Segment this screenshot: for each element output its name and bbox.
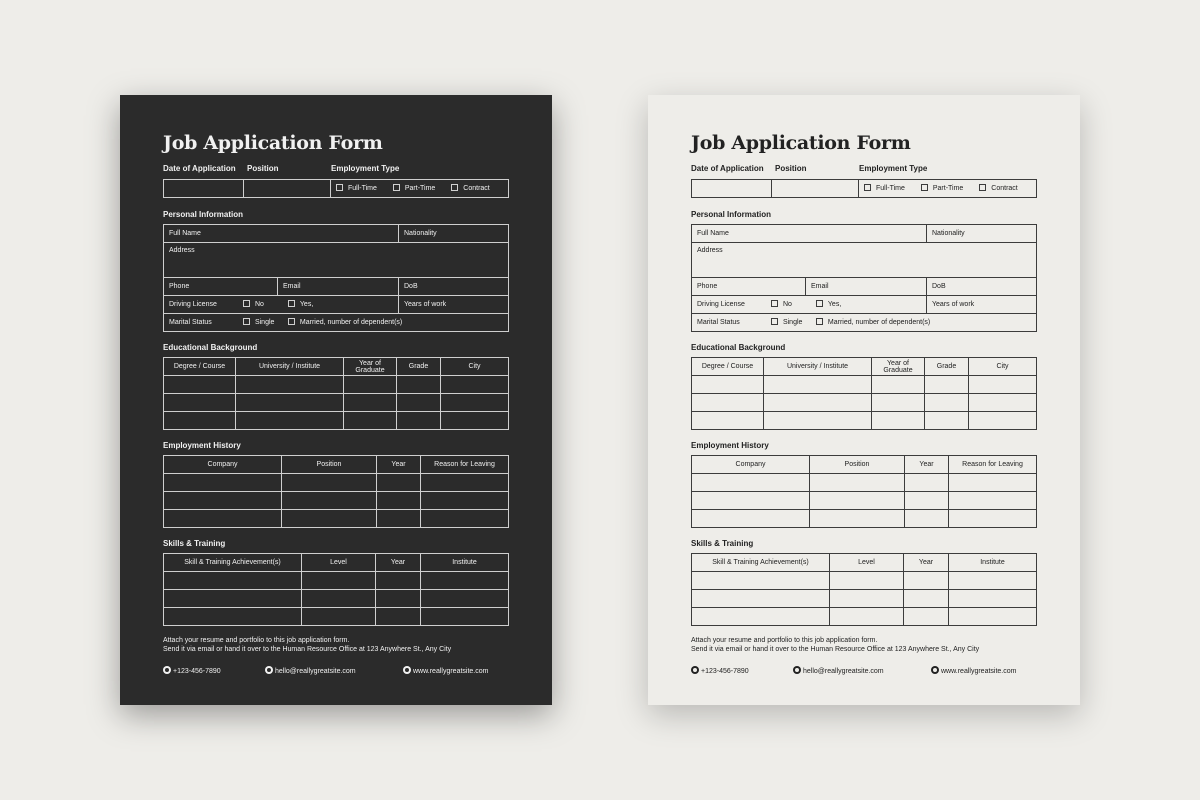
full-name-field[interactable]: Full Name — [692, 225, 927, 243]
table-cell[interactable] — [692, 376, 764, 394]
table-cell[interactable] — [925, 394, 969, 412]
table-cell[interactable] — [904, 590, 949, 608]
table-cell[interactable] — [764, 394, 872, 412]
contact-phone[interactable]: +123-456-7890 — [163, 666, 221, 675]
table-cell[interactable] — [949, 474, 1037, 492]
table-cell[interactable] — [925, 376, 969, 394]
header-fields — [691, 179, 1037, 198]
table-cell[interactable] — [925, 412, 969, 430]
email-icon — [265, 666, 273, 674]
phone-icon — [691, 666, 699, 674]
table-cell[interactable] — [872, 376, 925, 394]
table-cell[interactable] — [872, 394, 925, 412]
option-license-no[interactable]: No — [243, 300, 286, 309]
date-of-application-field[interactable] — [164, 180, 244, 198]
column-skill: Skill & Training Achievement(s) — [164, 554, 302, 572]
table-row — [164, 608, 509, 626]
table-cell[interactable] — [164, 572, 302, 590]
column-city: City — [441, 358, 509, 376]
table-cell[interactable] — [949, 572, 1037, 590]
globe-icon — [931, 666, 939, 674]
table-cell[interactable] — [376, 572, 421, 590]
contact-email[interactable]: hello@reallygreatsite.com — [265, 666, 356, 675]
address-field[interactable]: Address — [164, 243, 509, 278]
table-row — [164, 376, 509, 394]
table-cell[interactable] — [164, 394, 236, 412]
contact-website[interactable]: www.reallygreatsite.com — [403, 666, 488, 675]
table-cell[interactable] — [949, 608, 1037, 626]
option-license-yes[interactable]: Yes, — [288, 300, 313, 309]
employment-type-label: Employment Type — [859, 164, 928, 173]
option-license-yes[interactable]: Yes, — [816, 300, 841, 309]
table-cell[interactable] — [376, 590, 421, 608]
table-cell[interactable] — [376, 608, 421, 626]
table-cell[interactable] — [692, 492, 810, 510]
table-cell[interactable] — [397, 376, 441, 394]
column-institute: Institute — [421, 554, 509, 572]
contact-row — [163, 666, 509, 676]
column-level: Level — [830, 554, 904, 572]
column-position: Position — [282, 456, 377, 474]
footer-instructions — [163, 636, 509, 654]
employment-history-heading: Employment History — [163, 441, 241, 450]
table-cell[interactable] — [302, 572, 376, 590]
option-full-time[interactable]: Full-Time — [864, 184, 905, 193]
driving-license-label: Driving License — [169, 301, 217, 308]
option-single[interactable]: Single — [243, 318, 286, 327]
table-cell[interactable] — [421, 510, 509, 528]
option-married[interactable]: Married, number of dependent(s) — [288, 318, 402, 327]
table-row — [692, 510, 1037, 528]
column-year-of-graduate: Year of Graduate — [344, 358, 397, 376]
column-grade: Grade — [925, 358, 969, 376]
column-year: Year — [376, 554, 421, 572]
table-row — [164, 590, 509, 608]
table-cell[interactable] — [164, 376, 236, 394]
table-cell[interactable] — [810, 474, 905, 492]
dob-field[interactable]: DoB — [399, 278, 509, 296]
table-cell[interactable] — [164, 510, 282, 528]
marital-status-row — [692, 314, 1037, 332]
skills-training-table — [691, 553, 1037, 626]
full-name-field[interactable]: Full Name — [164, 225, 399, 243]
footer-line-1: Attach your resume and portfolio to this job application form. — [691, 637, 878, 644]
employment-history-table — [163, 455, 509, 528]
years-of-work-field[interactable]: Years of work — [399, 296, 509, 314]
table-row — [164, 412, 509, 430]
header-labels — [691, 164, 1037, 175]
checkbox-married[interactable] — [816, 318, 823, 325]
driving-license-row — [164, 296, 399, 314]
contact-row — [691, 666, 1037, 676]
dob-field[interactable]: DoB — [927, 278, 1037, 296]
table-cell[interactable] — [441, 412, 509, 430]
position-field[interactable] — [772, 180, 859, 198]
employment-type-options — [859, 180, 1037, 198]
table-cell[interactable] — [830, 590, 904, 608]
table-cell[interactable] — [344, 412, 397, 430]
email-field[interactable]: Email — [806, 278, 927, 296]
table-cell[interactable] — [282, 474, 377, 492]
checkbox-single[interactable] — [243, 318, 250, 325]
checkbox-full-time[interactable] — [864, 184, 871, 191]
table-row — [164, 474, 509, 492]
table-cell[interactable] — [969, 376, 1037, 394]
position-label: Position — [247, 164, 279, 173]
nationality-field[interactable]: Nationality — [927, 225, 1037, 243]
form-sheet-light — [648, 95, 1080, 705]
email-field[interactable]: Email — [278, 278, 399, 296]
column-university: University / Institute — [236, 358, 344, 376]
personal-information-heading: Personal Information — [691, 210, 772, 219]
option-license-no[interactable]: No — [771, 300, 814, 309]
option-married[interactable]: Married, number of dependent(s) — [816, 318, 930, 327]
table-cell[interactable] — [872, 412, 925, 430]
table-cell[interactable] — [397, 394, 441, 412]
option-part-time[interactable]: Part-Time — [393, 184, 435, 193]
form-title: Job Application Form — [163, 132, 383, 154]
option-contract[interactable]: Contract — [979, 184, 1017, 193]
phone-icon — [163, 666, 171, 674]
driving-license-label: Driving License — [697, 301, 745, 308]
table-cell[interactable] — [282, 510, 377, 528]
table-cell[interactable] — [377, 510, 421, 528]
educational-background-heading: Educational Background — [163, 343, 258, 352]
table-cell[interactable] — [236, 412, 344, 430]
table-cell[interactable] — [692, 412, 764, 430]
table-row — [692, 394, 1037, 412]
footer-line-1: Attach your resume and portfolio to this job application form. — [163, 637, 350, 644]
table-cell[interactable] — [421, 474, 509, 492]
table-cell[interactable] — [949, 590, 1037, 608]
checkbox-license-no[interactable] — [243, 300, 250, 307]
table-cell[interactable] — [949, 492, 1037, 510]
table-cell[interactable] — [421, 492, 509, 510]
table-cell[interactable] — [764, 376, 872, 394]
table-row — [164, 510, 509, 528]
position-field[interactable] — [244, 180, 331, 198]
table-cell[interactable] — [692, 590, 830, 608]
column-reason-for-leaving: Reason for Leaving — [421, 456, 509, 474]
table-row — [164, 492, 509, 510]
footer-line-2: Send it via email or hand it over to the Human Resource Office at 123 Anywhere St., Any City — [163, 646, 452, 653]
table-row — [692, 572, 1037, 590]
table-row — [692, 492, 1037, 510]
table-cell[interactable] — [302, 608, 376, 626]
skills-training-heading: Skills & Training — [691, 539, 754, 548]
table-cell[interactable] — [164, 474, 282, 492]
checkbox-married[interactable] — [288, 318, 295, 325]
table-cell[interactable] — [692, 474, 810, 492]
marital-status-row — [164, 314, 509, 332]
table-cell[interactable] — [905, 474, 949, 492]
table-cell[interactable] — [905, 510, 949, 528]
column-company: Company — [692, 456, 810, 474]
column-company: Company — [164, 456, 282, 474]
employment-history-table — [691, 455, 1037, 528]
table-cell[interactable] — [164, 492, 282, 510]
table-cell[interactable] — [164, 608, 302, 626]
table-row — [692, 590, 1037, 608]
table-cell[interactable] — [904, 572, 949, 590]
table-cell[interactable] — [377, 492, 421, 510]
years-of-work-field[interactable]: Years of work — [927, 296, 1037, 314]
personal-information-table — [163, 224, 509, 332]
personal-information-heading: Personal Information — [163, 210, 244, 219]
column-position: Position — [810, 456, 905, 474]
table-cell[interactable] — [344, 376, 397, 394]
checkbox-contract[interactable] — [451, 184, 458, 191]
phone-field[interactable]: Phone — [692, 278, 806, 296]
date-of-application-field[interactable] — [692, 180, 772, 198]
driving-license-row — [692, 296, 927, 314]
table-row — [692, 474, 1037, 492]
email-icon — [793, 666, 801, 674]
table-cell[interactable] — [764, 412, 872, 430]
employment-type-options — [331, 180, 509, 198]
header-fields — [163, 179, 509, 198]
table-row — [692, 608, 1037, 626]
table-cell[interactable] — [344, 394, 397, 412]
checkbox-part-time[interactable] — [921, 184, 928, 191]
checkbox-license-yes[interactable] — [288, 300, 295, 307]
date-of-application-label: Date of Application — [691, 164, 764, 173]
column-degree: Degree / Course — [164, 358, 236, 376]
position-label: Position — [775, 164, 807, 173]
table-cell[interactable] — [830, 608, 904, 626]
table-cell[interactable] — [236, 394, 344, 412]
table-cell[interactable] — [969, 412, 1037, 430]
column-city: City — [969, 358, 1037, 376]
column-level: Level — [302, 554, 376, 572]
globe-icon — [403, 666, 411, 674]
table-cell[interactable] — [692, 608, 830, 626]
column-degree: Degree / Course — [692, 358, 764, 376]
table-cell[interactable] — [830, 572, 904, 590]
table-cell[interactable] — [905, 492, 949, 510]
table-cell[interactable] — [236, 376, 344, 394]
column-reason-for-leaving: Reason for Leaving — [949, 456, 1037, 474]
employment-type-label: Employment Type — [331, 164, 400, 173]
educational-background-heading: Educational Background — [691, 343, 786, 352]
table-cell[interactable] — [421, 590, 509, 608]
marital-status-label: Marital Status — [169, 319, 212, 326]
table-cell[interactable] — [904, 608, 949, 626]
nationality-field[interactable]: Nationality — [399, 225, 509, 243]
option-contract[interactable]: Contract — [451, 184, 489, 193]
table-row — [164, 572, 509, 590]
column-institute: Institute — [949, 554, 1037, 572]
column-year-of-graduate: Year of Graduate — [872, 358, 925, 376]
table-cell[interactable] — [164, 590, 302, 608]
column-grade: Grade — [397, 358, 441, 376]
address-field[interactable]: Address — [692, 243, 1037, 278]
table-row — [692, 376, 1037, 394]
table-cell[interactable] — [969, 394, 1037, 412]
checkbox-full-time[interactable] — [336, 184, 343, 191]
table-cell[interactable] — [441, 394, 509, 412]
form-sheet-dark — [120, 95, 552, 705]
footer-line-2: Send it via email or hand it over to the Human Resource Office at 123 Anywhere St., Any City — [691, 646, 980, 653]
educational-background-table — [691, 357, 1037, 430]
table-cell[interactable] — [302, 590, 376, 608]
checkbox-contract[interactable] — [979, 184, 986, 191]
employment-history-heading: Employment History — [691, 441, 769, 450]
skills-training-heading: Skills & Training — [163, 539, 226, 548]
contact-phone[interactable]: +123-456-7890 — [691, 666, 749, 675]
date-of-application-label: Date of Application — [163, 164, 236, 173]
table-cell[interactable] — [949, 510, 1037, 528]
table-cell[interactable] — [397, 412, 441, 430]
table-cell[interactable] — [377, 474, 421, 492]
checkbox-license-no[interactable] — [771, 300, 778, 307]
option-full-time[interactable]: Full-Time — [336, 184, 377, 193]
table-cell[interactable] — [164, 412, 236, 430]
table-cell[interactable] — [810, 492, 905, 510]
column-university: University / Institute — [764, 358, 872, 376]
column-year: Year — [904, 554, 949, 572]
educational-background-table — [163, 357, 509, 430]
checkbox-single[interactable] — [771, 318, 778, 325]
column-year: Year — [377, 456, 421, 474]
checkbox-part-time[interactable] — [393, 184, 400, 191]
skills-training-table — [163, 553, 509, 626]
checkbox-license-yes[interactable] — [816, 300, 823, 307]
header-labels — [163, 164, 509, 175]
table-cell[interactable] — [692, 394, 764, 412]
contact-website[interactable]: www.reallygreatsite.com — [931, 666, 1016, 675]
form-title: Job Application Form — [691, 132, 911, 154]
marital-status-label: Marital Status — [697, 319, 740, 326]
option-single[interactable]: Single — [771, 318, 814, 327]
table-cell[interactable] — [421, 608, 509, 626]
table-cell[interactable] — [810, 510, 905, 528]
column-year: Year — [905, 456, 949, 474]
personal-information-table — [691, 224, 1037, 332]
contact-email[interactable]: hello@reallygreatsite.com — [793, 666, 884, 675]
table-cell[interactable] — [692, 510, 810, 528]
phone-field[interactable]: Phone — [164, 278, 278, 296]
table-row — [692, 412, 1037, 430]
table-row — [164, 394, 509, 412]
option-part-time[interactable]: Part-Time — [921, 184, 963, 193]
footer-instructions — [691, 636, 1037, 654]
column-skill: Skill & Training Achievement(s) — [692, 554, 830, 572]
table-cell[interactable] — [282, 492, 377, 510]
table-cell[interactable] — [692, 572, 830, 590]
table-cell[interactable] — [441, 376, 509, 394]
table-cell[interactable] — [421, 572, 509, 590]
